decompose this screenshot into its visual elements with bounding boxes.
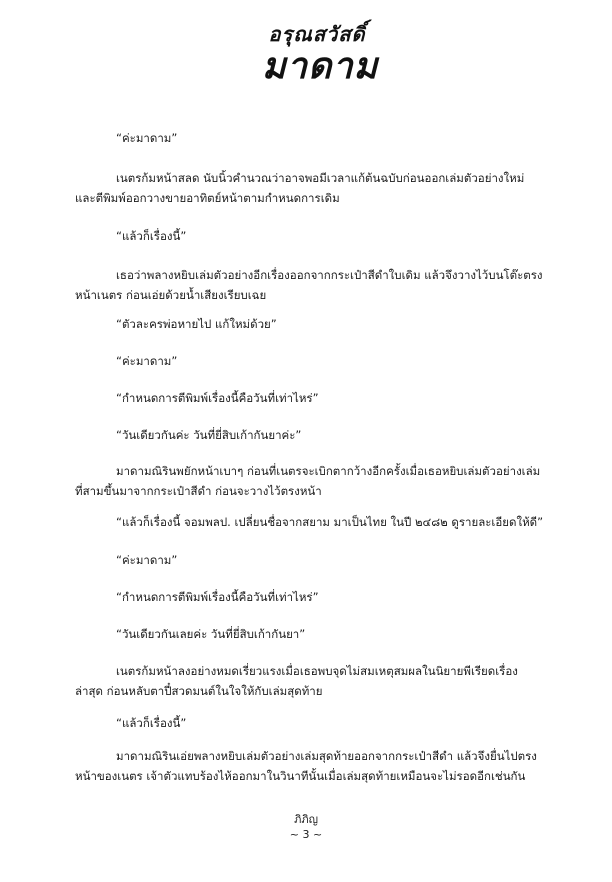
paragraph: “ค่ะมาดาม” bbox=[116, 131, 178, 145]
paragraph: “แล้วก็เรื่องนี้” bbox=[116, 716, 187, 730]
paragraph: “กำหนดการตีพิมพ์เรื่องนี้คือวันที่เท่าไหร่” bbox=[116, 590, 319, 604]
logo-line-2: มาดาม bbox=[262, 45, 379, 87]
paragraph: มาดามณิรินเอ่ยพลางหยิบเล่มตัวอย่างเล่มสุดท้ายออกจากกระเป๋าสีดำ แล้วจึงยื่นไปตรงหน้าของเนตร เจ้าตัวแทบร้องไห้ออกมาในวินาทีนั้นเมื่อเล่มสุดท้ายเหมือนจะไม่รอดอีกเช่นกัน bbox=[75, 749, 537, 783]
header-logo bbox=[262, 22, 379, 104]
paragraph: เธอว่าพลางหยิบเล่มตัวอย่างอีกเรื่องออกจากกระเป๋าสีดำใบเดิม แล้วจึงวางไว้บนโต๊ะตรงหน้าเนตร ก่อนเอ่ยด้วยน้ำเสียงเรียบเฉย bbox=[75, 268, 543, 302]
paragraph: “วันเดียวกันค่ะ วันที่ยี่สิบเก้ากันยาค่ะ” bbox=[116, 428, 302, 442]
footer-author: ภิภิญ bbox=[294, 813, 318, 826]
footer-page-number: ~ 3 ~ bbox=[289, 828, 323, 841]
paragraph: “ค่ะมาดาม” bbox=[116, 553, 178, 567]
paragraph: “ค่ะมาดาม” bbox=[116, 354, 178, 368]
paragraph: มาดามณิรินพยักหน้าเบาๆ ก่อนที่เนตรจะเบิกตากว้างอีกครั้งเมื่อเธอหยิบเล่มตัวอย่างเล่มที่สามขึ้นมาจากกระเป๋าสีดำ ก่อนจะวางไว้ตรงหน้า bbox=[75, 464, 541, 498]
paragraph: “แล้วก็เรื่องนี้” bbox=[116, 229, 187, 243]
logo-line-1: อรุณสวัสดิ์ bbox=[268, 22, 366, 46]
paragraph: เนตรก้มหน้าสลด นับนิ้วคำนวณว่าอาจพอมีเวลาแก้ต้นฉบับก่อนออกเล่มตัวอย่างใหม่ และตีพิมพ์ออกวางขายอาทิตย์หน้าตามกำหนดการเดิม bbox=[75, 171, 525, 205]
paragraph: “แล้วก็เรื่องนี้ จอมพลป. เปลี่ยนชื่อจากสยาม มาเป็นไทย ในปี ๒๔๘๒ ดูรายละเอียดให้ดี” bbox=[116, 515, 544, 529]
paragraph: “ตัวละครพ่อหายไป แก้ใหม่ด้วย” bbox=[116, 317, 277, 331]
paragraph: เนตรก้มหน้าลงอย่างหมดเรี่ยวแรงเมื่อเธอพบจุดไม่สมเหตุสมผลในนิยายพีเรียดเรื่องล่าสุด ก่อนหลับตาปี๋สวดมนต์ในใจให้กับเล่มสุดท้าย bbox=[75, 664, 518, 698]
paragraph: “วันเดียวกันเลยค่ะ วันที่ยี่สิบเก้ากันยา” bbox=[116, 627, 306, 641]
paragraph: “กำหนดการตีพิมพ์เรื่องนี้คือวันที่เท่าไหร่” bbox=[116, 391, 319, 405]
